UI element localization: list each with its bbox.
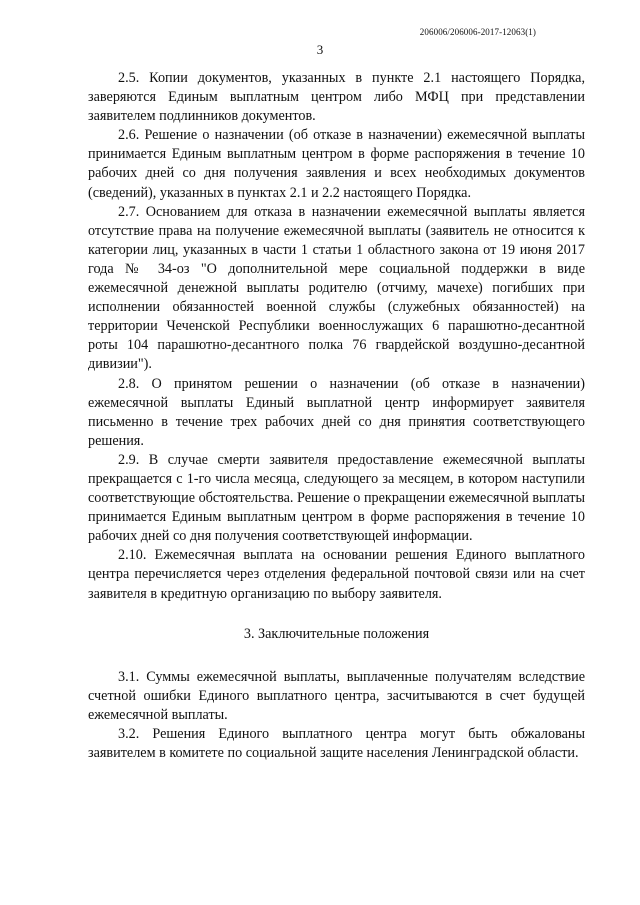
paragraph-2-6: 2.6. Решение о назначении (об отказе в назначении) ежемесячной выплаты принимается Единым выплатным центром в форме распоряжения в течение 10 рабочих дней со дня получения заявления и всех необходимых документов (сведений), указанных в пунктах 2.1 и 2.2 настоящего Порядка. (88, 127, 585, 201)
paragraph-2-9: 2.9. В случае смерти заявителя предоставление ежемесячной выплаты прекращается с 1-го числа месяца, следующего за месяцем, в котором наступили соответствующие обстоятельства. Решение о прекращении ежемесячной выплаты принимается Единым выплатным центром в форме распоряжения в течение 10 рабочих дней со дня получения соответствующей информации. (88, 451, 585, 545)
paragraph-2-10: 2.10. Ежемесячная выплата на основании решения Единого выплатного центра перечисляется через отделения федеральной почтовой связи или на счет заявителя в кредитную организацию по выбору заявителя. (88, 547, 585, 602)
paragraph-3-1: 3.1. Суммы ежемесячной выплаты, выплаченные получателям вследствие счетной ошибки Единого выплатного центра, засчитываются в счет будущей ежемесячной выплаты. (88, 668, 585, 723)
paragraph-3-2: 3.2. Решения Единого выплатного центра могут быть обжалованы заявителем в комитете по социальной защите населения Ленинградской области. (88, 726, 585, 762)
paragraph-2-7: 2.7. Основанием для отказа в назначении ежемесячной выплаты является отсутствие права на получение ежемесячной выплаты (заявитель не относится к категории лиц, указанных в части 1 статьи 1 областного закона от 19 июня 2017 года № 34-оз "О дополнительной мере социальной поддержки в виде ежемесячной денежной выплаты родителю (отчиму, мачехе) погибших при исполнении обязанностей военной службы (служебных обязанностей) на территории Чеченской Республики военнослужащих 6 парашютно-десантной роты 104 парашютно-десантного полка 76 гвардейской воздушно-десантной дивизии"). (88, 203, 585, 373)
page-number: 3 (316, 42, 324, 57)
section-heading: 3. Заключительные положения (243, 625, 430, 642)
paragraph-2-8: 2.8. О принятом решении о назначении (об отказе в назначении) ежемесячной выплаты Единый выплатной центр информирует заявителя письменно в течение трех рабочих дней со дня принятия соответствующего решения. (88, 375, 585, 449)
document-body (88, 69, 585, 763)
paragraph-2-5: 2.5. Копии документов, указанных в пункте 2.1 настоящего Порядка, заверяются Единым выплатным центром либо МФЦ при представлении заявителем подлинников документов. (88, 70, 585, 125)
document-code: 206006/206006-2017-12063(1) (419, 27, 536, 37)
